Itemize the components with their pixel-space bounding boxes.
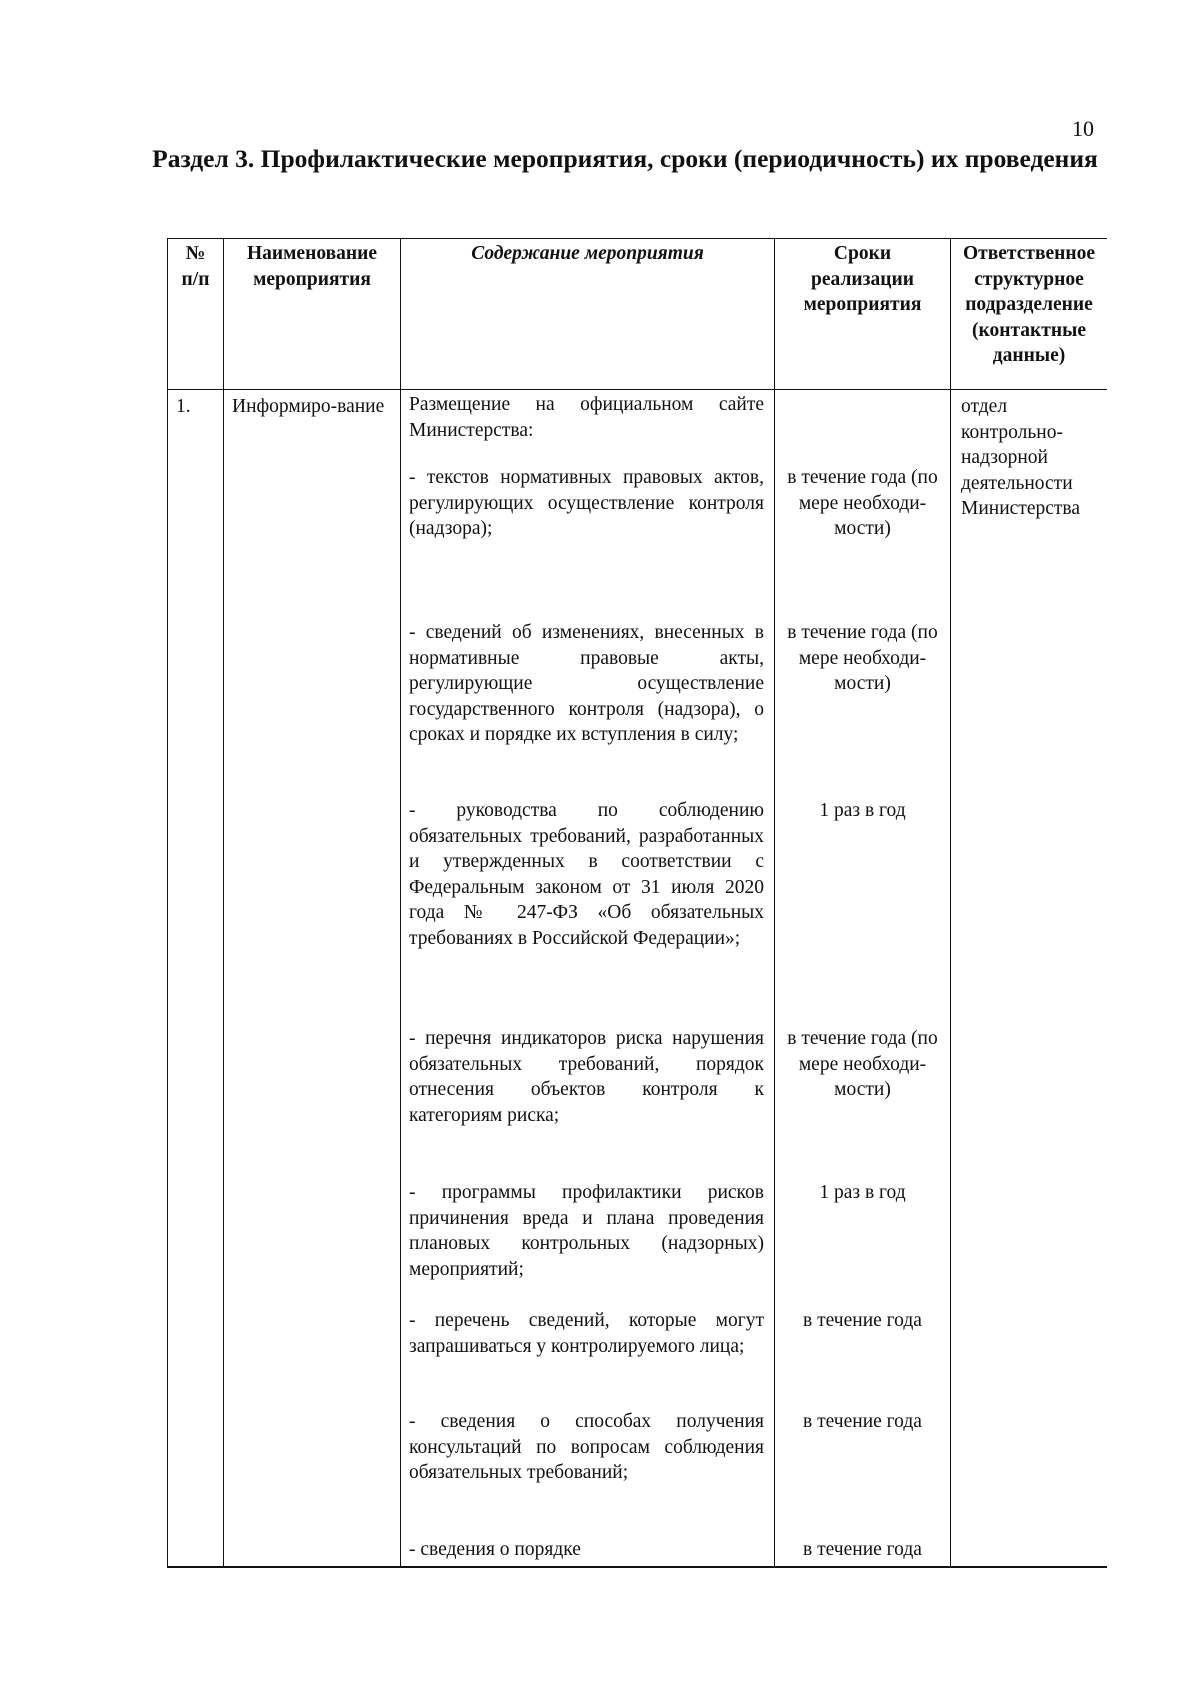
row-terms [775,390,951,1569]
table-row [168,390,1108,1569]
list-item: - перечня индикаторов риска нарушения обязательных требований, порядок отнесения объектов контроля к категориям риска; [409,1028,764,1126]
measures-table-frame [167,238,1107,1568]
term-value: в течение года (по мере необходи-мости) [787,467,938,539]
header-content: Содержание мероприятия [401,239,775,390]
header-no: № п/п [168,239,224,390]
measures-table [167,238,1107,1568]
section-title: Раздел 3. Профилактические мероприятия, сроки (периодичность) их проведения [152,144,1098,173]
content-intro: Размещение на официальном сайте Министерства: [409,394,764,441]
list-item: - сведения о порядке [409,1539,581,1560]
row-content [401,390,775,1569]
term-value: в течение года (по мере необходи-мости) [787,1028,938,1100]
list-item: - текстов нормативных правовых актов, регулирующих осуществление контроля (надзора); [409,467,764,539]
term-value: в течение года [803,1539,922,1560]
row-number: 1. [168,390,224,1569]
list-item: - перечень сведений, которые могут запрашиваться у контролируемого лица; [409,1310,764,1357]
list-item: - руководства по соблюдению обязательных требований, разработанных и утвержденных в соответствии с Федеральным законом от 31 июля 2020 года № 247-ФЗ «Об обязательных требованиях в Российской Федерации»; [409,800,764,949]
header-responsible: Ответственное структурное подразделение (контактные данные) [951,239,1108,390]
term-value: в течение года (по мере необходи-мости) [787,622,938,694]
header-name: Наименование мероприятия [224,239,401,390]
list-item: - сведений об изменениях, внесенных в нормативные правовые акты, регулирующие осуществление государственного контроля (надзора), о сроках и порядке их вступления в силу; [409,622,764,745]
page-number: 10 [1072,116,1094,141]
term-value: 1 раз в год [819,800,906,821]
header-term: Сроки реализации мероприятия [775,239,951,390]
term-value: в течение года [803,1411,922,1432]
list-item: - сведения о способах получения консультаций по вопросам соблюдения обязательных требований; [409,1411,764,1483]
table-header-row [168,239,1108,390]
row-responsible: отдел контрольно-надзорной деятельности Министерства [951,390,1108,1569]
term-value: 1 раз в год [819,1182,906,1203]
term-value: в течение года [803,1310,922,1331]
list-item: - программы профилактики рисков причинения вреда и плана проведения плановых контрольных (надзорных) мероприятий; [409,1182,764,1280]
row-name: Информиро-вание [224,390,401,1569]
